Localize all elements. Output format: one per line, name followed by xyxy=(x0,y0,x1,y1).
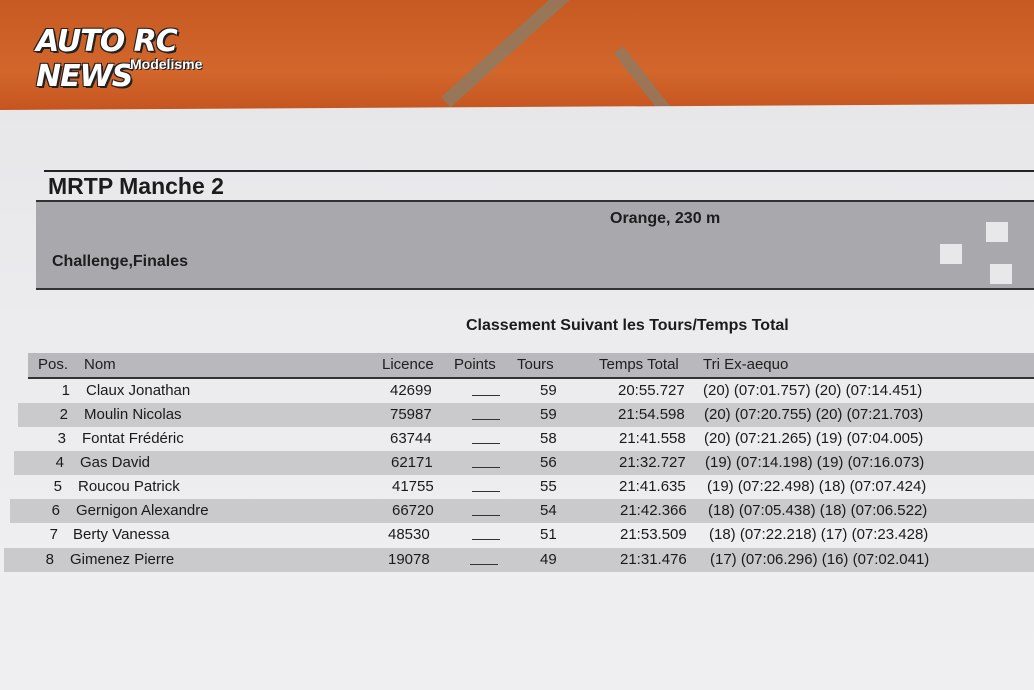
row-tiebreak: (17) (07:06.296) (16) (07:02.041) xyxy=(710,551,930,568)
row-licence: 19078 xyxy=(388,551,430,568)
table-title: Classement Suivant les Tours/Temps Total xyxy=(466,317,789,334)
header-pos: Pos. xyxy=(38,356,69,373)
table-row xyxy=(20,379,1034,403)
row-points-blank xyxy=(472,491,500,492)
header-licence: Licence xyxy=(382,356,434,373)
row-laps: 59 xyxy=(540,406,557,423)
row-total-time: 21:53.509 xyxy=(620,526,687,543)
row-tiebreak: (19) (07:22.498) (18) (07:07.424) xyxy=(707,478,927,495)
autorcnews-logo xyxy=(36,24,212,94)
row-licence: 42699 xyxy=(390,382,432,399)
row-laps: 49 xyxy=(540,551,557,568)
table-row xyxy=(10,499,1034,523)
row-laps: 59 xyxy=(540,382,557,399)
row-total-time: 21:41.635 xyxy=(619,478,686,495)
row-name: Moulin Nicolas xyxy=(84,406,182,423)
row-points-blank xyxy=(472,515,500,516)
row-licence: 48530 xyxy=(388,526,430,543)
row-total-time: 20:55.727 xyxy=(618,382,685,399)
row-laps: 51 xyxy=(540,526,557,543)
row-tiebreak: (18) (07:22.218) (17) (07:23.428) xyxy=(709,526,929,543)
row-points-blank xyxy=(472,467,500,468)
venue-label: Orange, 230 m xyxy=(610,210,721,227)
row-tiebreak: (18) (07:05.438) (18) (07:06.522) xyxy=(708,502,928,519)
row-total-time: 21:32.727 xyxy=(619,454,686,471)
row-name: Claux Jonathan xyxy=(86,382,191,399)
table-row xyxy=(16,427,1034,451)
logo-main-text: AUTO RC NEWS xyxy=(36,24,177,94)
decorative-square xyxy=(986,222,1008,242)
row-tiebreak: (19) (07:14.198) (19) (07:16.073) xyxy=(705,454,925,471)
table-row xyxy=(8,523,1034,547)
row-tiebreak: (20) (07:01.757) (20) (07:14.451) xyxy=(703,382,923,399)
row-laps: 55 xyxy=(540,478,557,495)
row-name: Fontat Frédéric xyxy=(82,430,184,447)
row-total-time: 21:31.476 xyxy=(620,551,687,568)
row-licence: 63744 xyxy=(390,430,432,447)
row-pos: 3 xyxy=(57,430,66,447)
row-licence: 41755 xyxy=(392,478,434,495)
row-points-blank xyxy=(470,564,498,565)
row-pos: 7 xyxy=(49,526,58,543)
row-pos: 2 xyxy=(59,406,68,423)
race-info-band xyxy=(36,200,1034,290)
category-label: Challenge,Finales xyxy=(52,253,189,270)
row-name: Gas David xyxy=(80,454,151,471)
logo-sub-text: Modelisme xyxy=(130,56,203,72)
row-tiebreak: (20) (07:21.265) (19) (07:04.005) xyxy=(704,430,924,447)
header-laps: Tours xyxy=(517,356,554,373)
header-points: Points xyxy=(454,356,496,373)
row-laps: 58 xyxy=(540,430,557,447)
table-row xyxy=(14,451,1034,475)
decorative-square xyxy=(940,244,962,264)
header-name: Nom xyxy=(84,356,116,373)
row-pos: 6 xyxy=(51,502,60,519)
title-rule xyxy=(44,170,1034,172)
row-total-time: 21:42.366 xyxy=(620,502,687,519)
table-row xyxy=(4,548,1034,572)
row-points-blank xyxy=(472,419,500,420)
row-licence: 62171 xyxy=(391,454,433,471)
decorative-square xyxy=(990,264,1012,284)
table-row xyxy=(12,475,1034,499)
row-name: Gimenez Pierre xyxy=(70,551,175,568)
row-licence: 75987 xyxy=(390,406,432,423)
row-total-time: 21:54.598 xyxy=(618,406,685,423)
row-points-blank xyxy=(472,443,500,444)
row-laps: 56 xyxy=(540,454,557,471)
table-row xyxy=(18,403,1034,427)
row-licence: 66720 xyxy=(392,502,434,519)
row-pos: 4 xyxy=(55,454,64,471)
race-title: MRTP Manche 2 xyxy=(48,173,224,199)
row-pos: 8 xyxy=(45,551,54,568)
row-points-blank xyxy=(472,539,500,540)
row-name: Gernigon Alexandre xyxy=(76,502,209,519)
row-pos: 1 xyxy=(61,382,70,399)
row-name: Berty Vanessa xyxy=(73,526,170,543)
row-pos: 5 xyxy=(53,478,62,495)
row-laps: 54 xyxy=(540,502,557,519)
row-tiebreak: (20) (07:20.755) (20) (07:21.703) xyxy=(704,406,924,423)
header-tiebreak: Tri Ex-aequo xyxy=(703,356,789,373)
results-table-header xyxy=(28,353,1034,379)
row-total-time: 21:41.558 xyxy=(619,430,686,447)
row-points-blank xyxy=(472,395,500,396)
header-total-time: Temps Total xyxy=(599,356,679,373)
row-name: Roucou Patrick xyxy=(78,478,180,495)
